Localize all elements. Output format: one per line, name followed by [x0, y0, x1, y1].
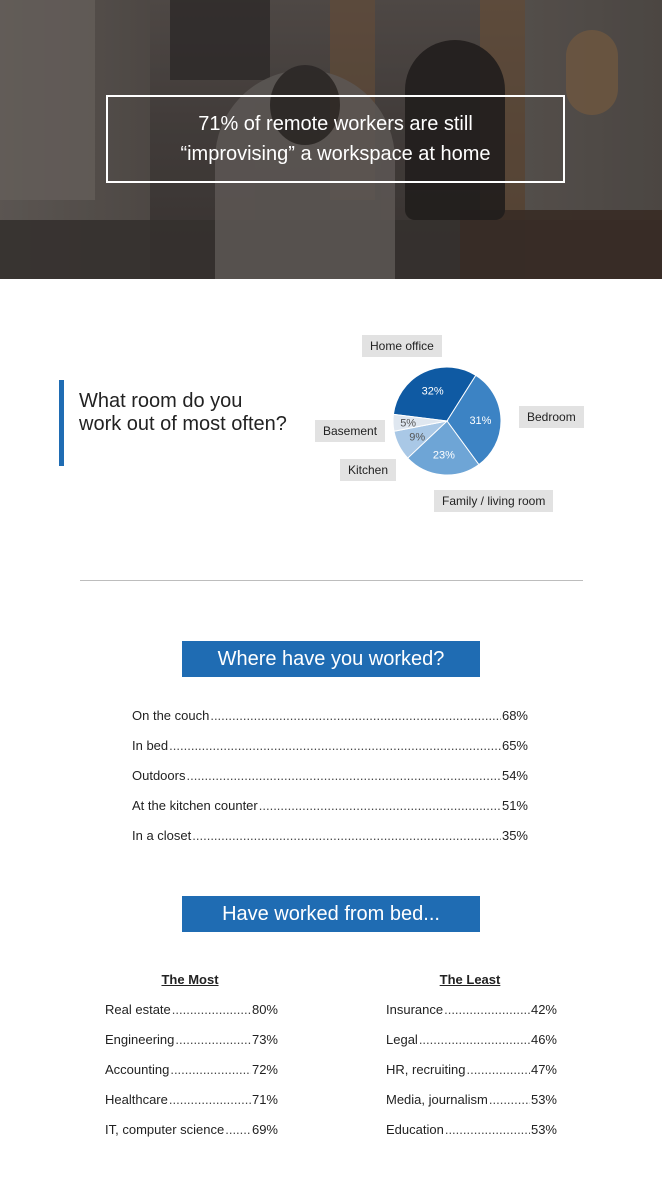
most-industry-value: 73% [251, 1032, 278, 1047]
dot-leader [466, 1062, 530, 1077]
least-industry-label: Legal [386, 1032, 418, 1047]
where-worked-row [132, 798, 528, 813]
least-industry-label: Media, journalism [386, 1092, 488, 1107]
least-industry-value: 53% [530, 1092, 557, 1107]
most-industry-row [105, 1122, 278, 1137]
pie-value-basement: 5% [400, 417, 417, 430]
headline-line-2: “improvising” a workspace at home [180, 143, 491, 165]
least-industry-row [386, 1002, 557, 1017]
where-worked-header: Where have you worked? [182, 641, 480, 677]
least-industry-row [386, 1122, 557, 1137]
headline-line-1: 71% of remote workers are still [198, 113, 473, 135]
least-industry-value: 42% [530, 1002, 557, 1017]
where-worked-value: 51% [501, 798, 528, 813]
most-industry-row [105, 1062, 278, 1077]
pie-value-home-office: 32% [421, 385, 444, 398]
where-worked-value: 65% [501, 738, 528, 753]
dot-leader [169, 1092, 251, 1107]
least-industry-label: HR, recruiting [386, 1062, 466, 1077]
pie-value-family-living-room: 23% [432, 449, 455, 462]
least-industry-value: 53% [530, 1122, 557, 1137]
least-industry-row [386, 1032, 557, 1047]
most-industry-label: IT, computer science [105, 1122, 225, 1137]
dot-leader [172, 1002, 251, 1017]
headline-box [106, 95, 565, 183]
least-heading: The Least [439, 972, 501, 987]
where-worked-row [132, 828, 528, 843]
dot-leader [445, 1122, 530, 1137]
most-industry-label: Accounting [105, 1062, 170, 1077]
pie-label-home-office: Home office [362, 335, 442, 357]
dot-leader [444, 1002, 530, 1017]
most-industry-label: Healthcare [105, 1092, 168, 1107]
least-industry-row [386, 1092, 557, 1107]
question-accent-bar [59, 380, 64, 466]
where-worked-label: At the kitchen counter [132, 798, 258, 813]
pie-label-bedroom: Bedroom [519, 406, 584, 428]
most-industry-value: 80% [251, 1002, 278, 1017]
least-industry-value: 47% [530, 1062, 557, 1077]
least-industry-value: 46% [530, 1032, 557, 1047]
least-industry-label: Insurance [386, 1002, 444, 1017]
from-bed-header: Have worked from bed... [182, 896, 480, 932]
pie-value-bedroom: 31% [469, 414, 492, 427]
where-worked-row [132, 768, 528, 783]
pie-label-basement: Basement [315, 420, 385, 442]
dot-leader [192, 828, 501, 843]
most-industry-value: 72% [251, 1062, 278, 1077]
most-industry-value: 71% [251, 1092, 278, 1107]
dot-leader [419, 1032, 530, 1047]
where-worked-row [132, 738, 528, 753]
pie-value-kitchen: 9% [409, 431, 426, 444]
dot-leader [489, 1092, 530, 1107]
most-industry-row [105, 1032, 278, 1047]
least-industry-row [386, 1062, 557, 1077]
dot-leader [225, 1122, 251, 1137]
dot-leader [170, 1062, 251, 1077]
dot-leader [175, 1032, 251, 1047]
where-worked-label: Outdoors [132, 768, 186, 783]
pie-question: What room do you work out of most often? [79, 390, 287, 435]
pie-label-family-living-room: Family / living room [434, 490, 553, 512]
most-heading: The Most [161, 972, 219, 987]
most-industry-label: Real estate [105, 1002, 171, 1017]
where-worked-value: 54% [501, 768, 528, 783]
most-industry-label: Engineering [105, 1032, 175, 1047]
pie-label-kitchen: Kitchen [340, 459, 396, 481]
most-industry-row [105, 1092, 278, 1107]
hero-photo [0, 0, 662, 279]
where-worked-value: 35% [501, 828, 528, 843]
dot-leader [210, 708, 501, 723]
dot-leader [169, 738, 501, 753]
section-divider [80, 580, 583, 581]
most-industry-row [105, 1002, 278, 1017]
least-industry-label: Education [386, 1122, 444, 1137]
where-worked-label: In a closet [132, 828, 192, 843]
where-worked-label: In bed [132, 738, 169, 753]
where-worked-row [132, 708, 528, 723]
where-worked-value: 68% [501, 708, 528, 723]
most-industry-value: 69% [251, 1122, 278, 1137]
dot-leader [259, 798, 501, 813]
dot-leader [186, 768, 500, 783]
where-worked-label: On the couch [132, 708, 210, 723]
